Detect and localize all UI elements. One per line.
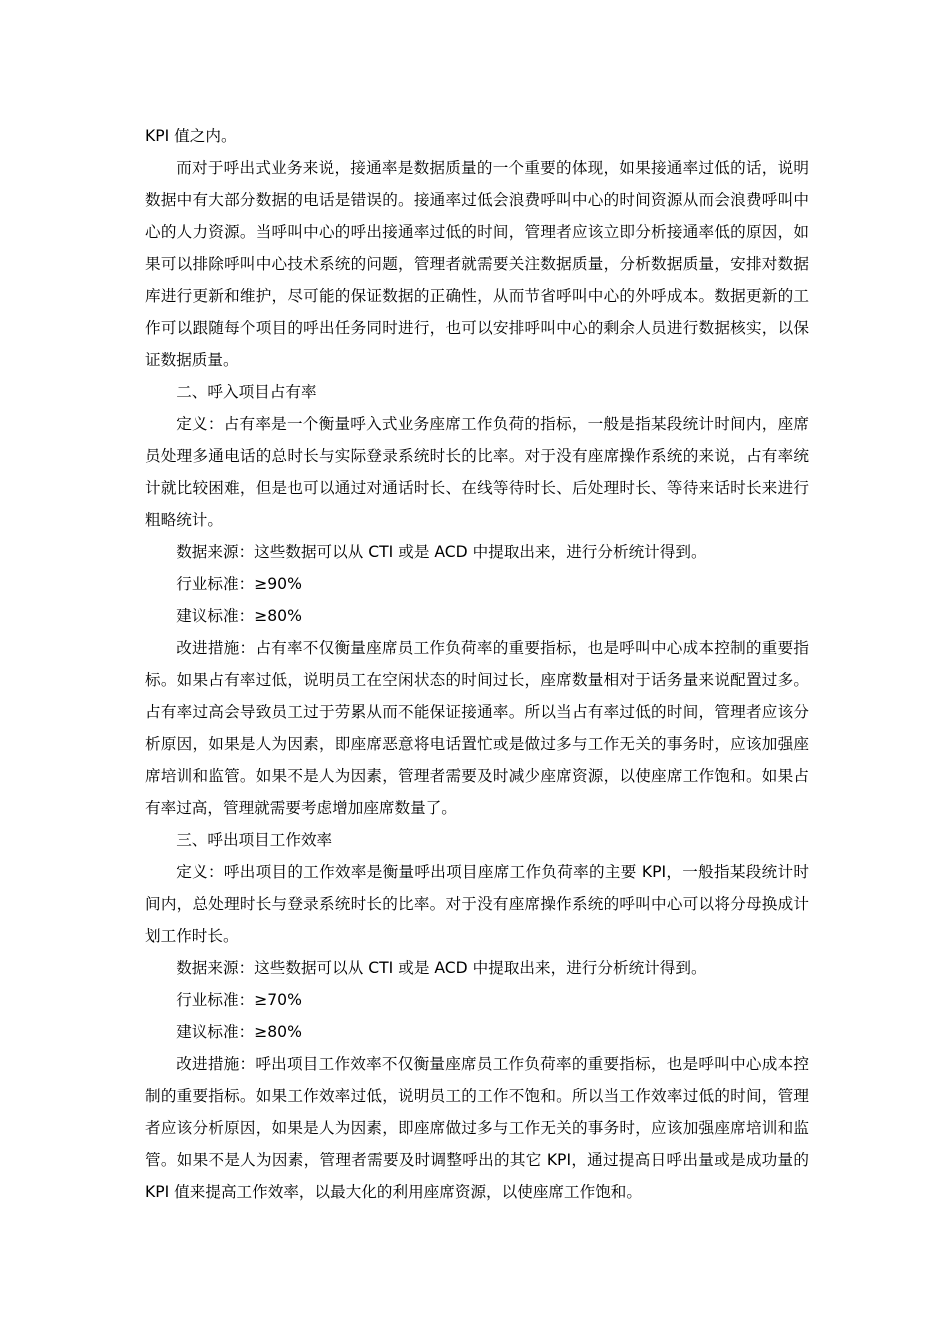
section-heading-inbound-occupancy: 二、呼入项目占有率 xyxy=(176,383,317,401)
paragraph-improvement-efficiency: 改进措施：呼出项目工作效率不仅衡量座席员工作负荷率的重要指标，也是呼叫中心成本控制的重要指标。如果工作效率过低，说明员工的工作不饱和。所以当工作效率过低的时间，管理者应该分析原因，如果是人为因素，即座席做过多与工作无关的事务时，应该加强座席培训和监管。如果不是人为因素，管理者需要及时调整呼出的其它 KPI，通过提高日呼出量或是成功量的 KPI 值来提高工作效率，以最大化的利用座席资源，以使座席工作饱和。 xyxy=(145,1055,809,1201)
paragraph-outbound-connect-rate: 而对于呼出式业务来说，接通率是数据质量的一个重要的体现，如果接通率过低的话，说明数据中有大部分数据的电话是错误的。接通率过低会浪费呼叫中心的时间资源从而会浪费呼叫中心的人力资源。当呼叫中心的呼出接通率过低的时间，管理者应该立即分析接通率低的原因，如果可以排除呼叫中心技术系统的问题，管理者就需要关注数据质量，分析数据质量，安排对数据库进行更新和维护，尽可能的保证数据的正确性，从而节省呼叫中心的外呼成本。数据更新的工作可以跟随每个项目的呼出任务同时进行，也可以安排呼叫中心的剩余人员进行数据核实，以保证数据质量。 xyxy=(145,159,809,369)
section-heading-outbound-efficiency: 三、呼出项目工作效率 xyxy=(176,831,333,849)
paragraph-definition-occupancy: 定义：占有率是一个衡量呼入式业务座席工作负荷的指标，一般是指某段统计时间内，座席员处理多通电话的总时长与实际登录系统时长的比率。对于没有座席操作系统的来说，占有率统计就比较困难，但是也可以通过对通话时长、在线等待时长、后处理时长、等待来话时长来进行粗略统计。 xyxy=(145,415,809,529)
document-page xyxy=(145,120,809,1208)
paragraph-improvement-occupancy: 改进措施：占有率不仅衡量座席员工作负荷率的重要指标，也是呼叫中心成本控制的重要指标。如果占有率过低，说明员工在空闲状态的时间过长，座席数量相对于话务量来说配置过多。占有率过高会导致员工过于劳累从而不能保证接通率。所以当占有率过低的时间，管理者应该分析原因，如果是人为因素，即座席恶意将电话置忙或是做过多与工作无关的事务时，应该加强座席培训和监管。如果不是人为因素，管理者需要及时减少座席资源，以使座席工作饱和。如果占有率过高，管理就需要考虑增加座席数量了。 xyxy=(145,639,809,817)
paragraph-definition-efficiency: 定义：呼出项目的工作效率是衡量呼出项目座席工作负荷率的主要 KPI，一般指某段统计时间内，总处理时长与登录系统时长的比率。对于没有座席操作系统的呼叫中心可以将分母换成计划工作时长。 xyxy=(145,863,809,945)
paragraph-industry-standard-efficiency: 行业标准：≥70% xyxy=(176,991,302,1009)
paragraph-continuation: KPI 值之内。 xyxy=(145,127,237,145)
paragraph-data-source-occupancy: 数据来源：这些数据可以从 CTI 或是 ACD 中提取出来，进行分析统计得到。 xyxy=(176,543,707,561)
paragraph-industry-standard-occupancy: 行业标准：≥90% xyxy=(176,575,302,593)
paragraph-suggested-standard-occupancy: 建议标准：≥80% xyxy=(176,607,302,625)
paragraph-data-source-efficiency: 数据来源：这些数据可以从 CTI 或是 ACD 中提取出来，进行分析统计得到。 xyxy=(176,959,707,977)
paragraph-suggested-standard-efficiency: 建议标准：≥80% xyxy=(176,1023,302,1041)
